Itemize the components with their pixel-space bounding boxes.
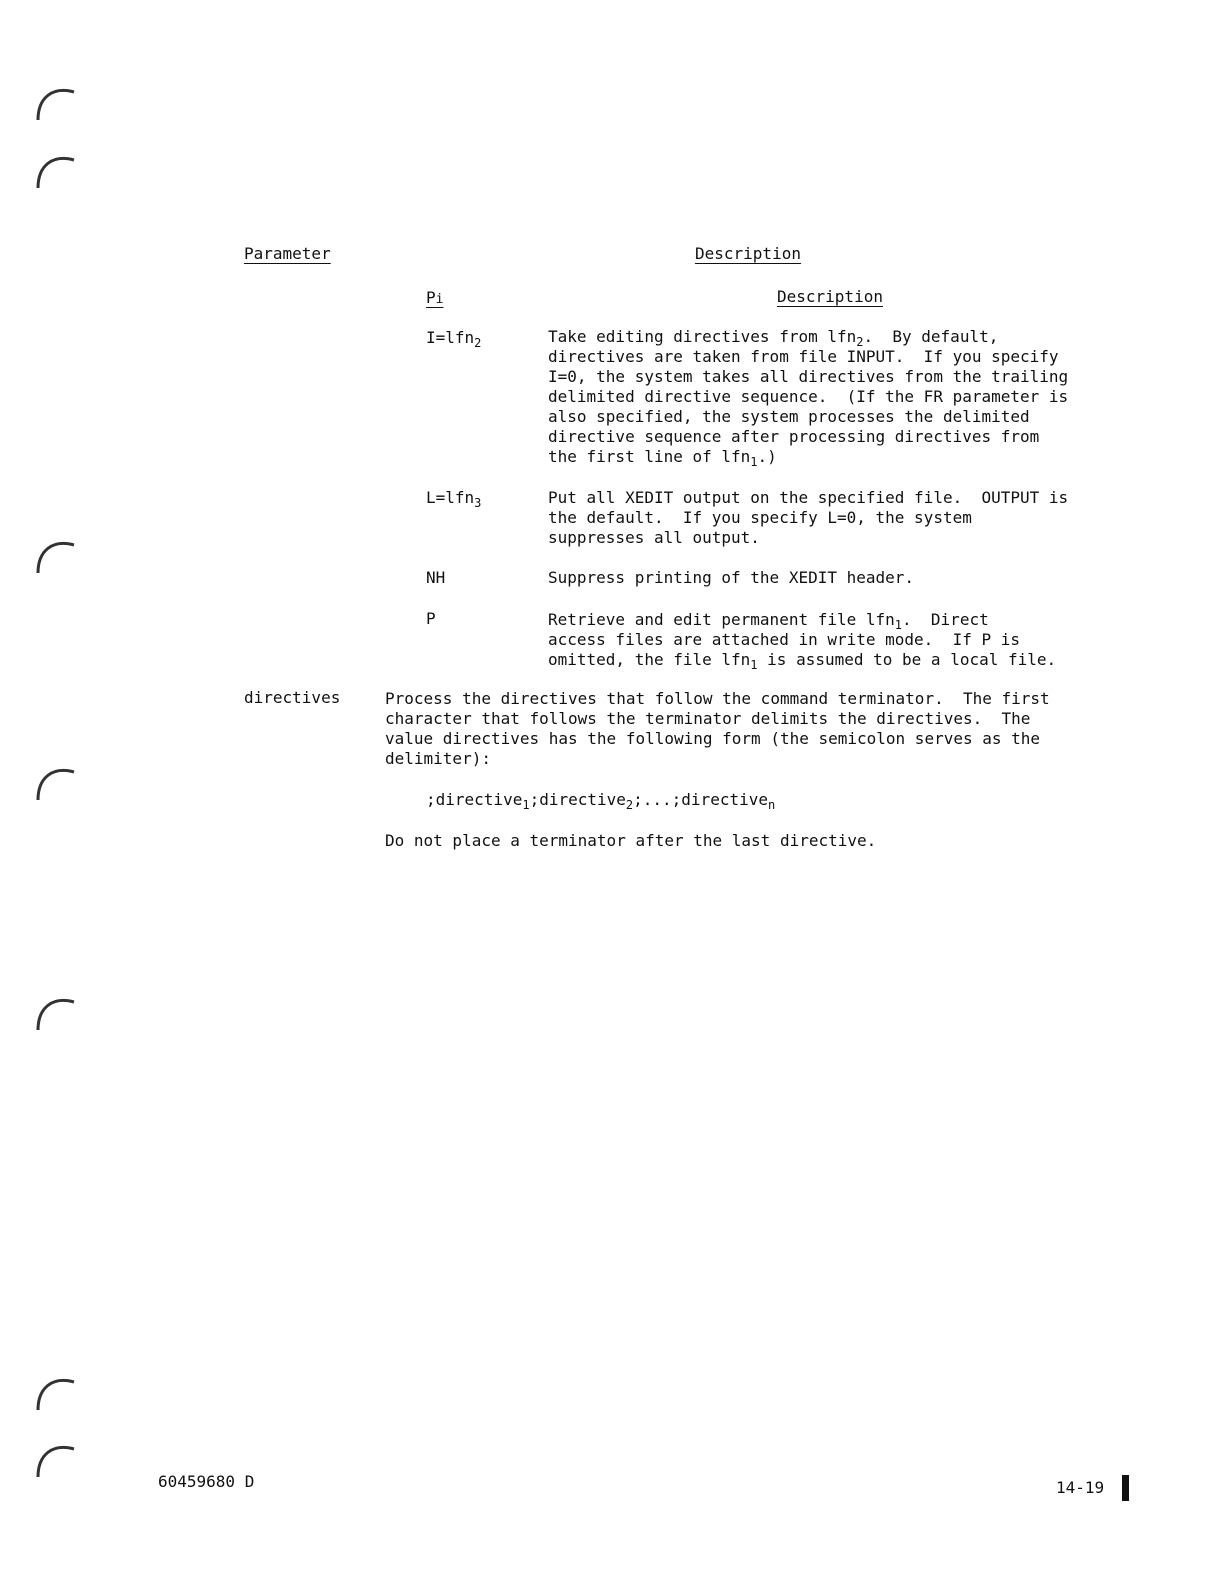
text-line: character that follows the terminator delimits the directives. The bbox=[385, 709, 1031, 728]
text-line: access files are attached in write mode. If P is bbox=[548, 630, 1021, 649]
pi-subscript: i bbox=[435, 292, 444, 307]
text-line: directive sequence after processing directives from bbox=[548, 427, 1040, 446]
text-line: Suppress printing of the XEDIT header. bbox=[548, 568, 915, 587]
punch-hole-icon bbox=[34, 533, 78, 577]
option-description-l bbox=[548, 488, 1068, 548]
text-line: I=0, the system takes all directives from the trailing bbox=[548, 367, 1069, 386]
page-number: 14-19 bbox=[1056, 1478, 1105, 1497]
text-line: the first line of lfn$_1$.) bbox=[548, 447, 777, 469]
punch-hole-icon bbox=[34, 990, 78, 1034]
punch-hole-icon bbox=[34, 1370, 78, 1414]
option-name-p: P bbox=[426, 609, 436, 628]
description-header: Description bbox=[695, 244, 801, 263]
option-name-nh: NH bbox=[426, 568, 446, 587]
text-line: directives are taken from file INPUT. If you specify bbox=[548, 347, 1059, 366]
text-line: Process the directives that follow the command terminator. The first bbox=[385, 689, 1050, 708]
document-number: 60459680 D bbox=[158, 1472, 255, 1491]
punch-hole-icon bbox=[34, 760, 78, 804]
text-line: delimiter): bbox=[385, 749, 491, 768]
option-name-l: L=lfn$_3$ bbox=[426, 488, 482, 510]
text-line: Take editing directives from lfn$_2$. By default, bbox=[548, 327, 999, 349]
text-line: also specified, the system processes the delimited bbox=[548, 407, 1030, 426]
text-line: delimited directive sequence. (If the FR parameter is bbox=[548, 387, 1069, 406]
punch-hole-icon bbox=[34, 80, 78, 124]
text-line: Retrieve and edit permanent file lfn$_1$. Direct bbox=[548, 610, 989, 632]
change-bar bbox=[1122, 1475, 1129, 1501]
punch-hole-icon bbox=[34, 148, 78, 192]
option-description-p bbox=[548, 610, 1056, 670]
text-line: value directives has the following form (the semicolon serves as the bbox=[385, 729, 1041, 748]
option-description-i bbox=[548, 327, 1068, 467]
text-line: omitted, the file lfn$_1$ is assumed to be a local file. bbox=[548, 650, 1057, 672]
punch-hole-icon bbox=[34, 1437, 78, 1481]
directives-note: Do not place a terminator after the last directive. bbox=[385, 831, 877, 850]
parameter-directives: directives bbox=[244, 688, 341, 707]
text-line: the default. If you specify L=0, the system bbox=[548, 508, 972, 527]
text-line: Put all XEDIT output on the specified file. OUTPUT is bbox=[548, 488, 1069, 507]
parameter-header: Parameter bbox=[244, 244, 331, 263]
pi-description-header: Description bbox=[777, 287, 883, 306]
option-description-nh bbox=[548, 568, 914, 588]
directives-syntax: ;directive$_1$;directive$_2$;...;directive$_n$ bbox=[426, 790, 776, 812]
option-name-i: I=lfn$_2$ bbox=[426, 328, 482, 350]
directives-description bbox=[385, 689, 1050, 769]
pi-header: Pi bbox=[426, 288, 444, 307]
text-line: suppresses all output. bbox=[548, 528, 760, 547]
